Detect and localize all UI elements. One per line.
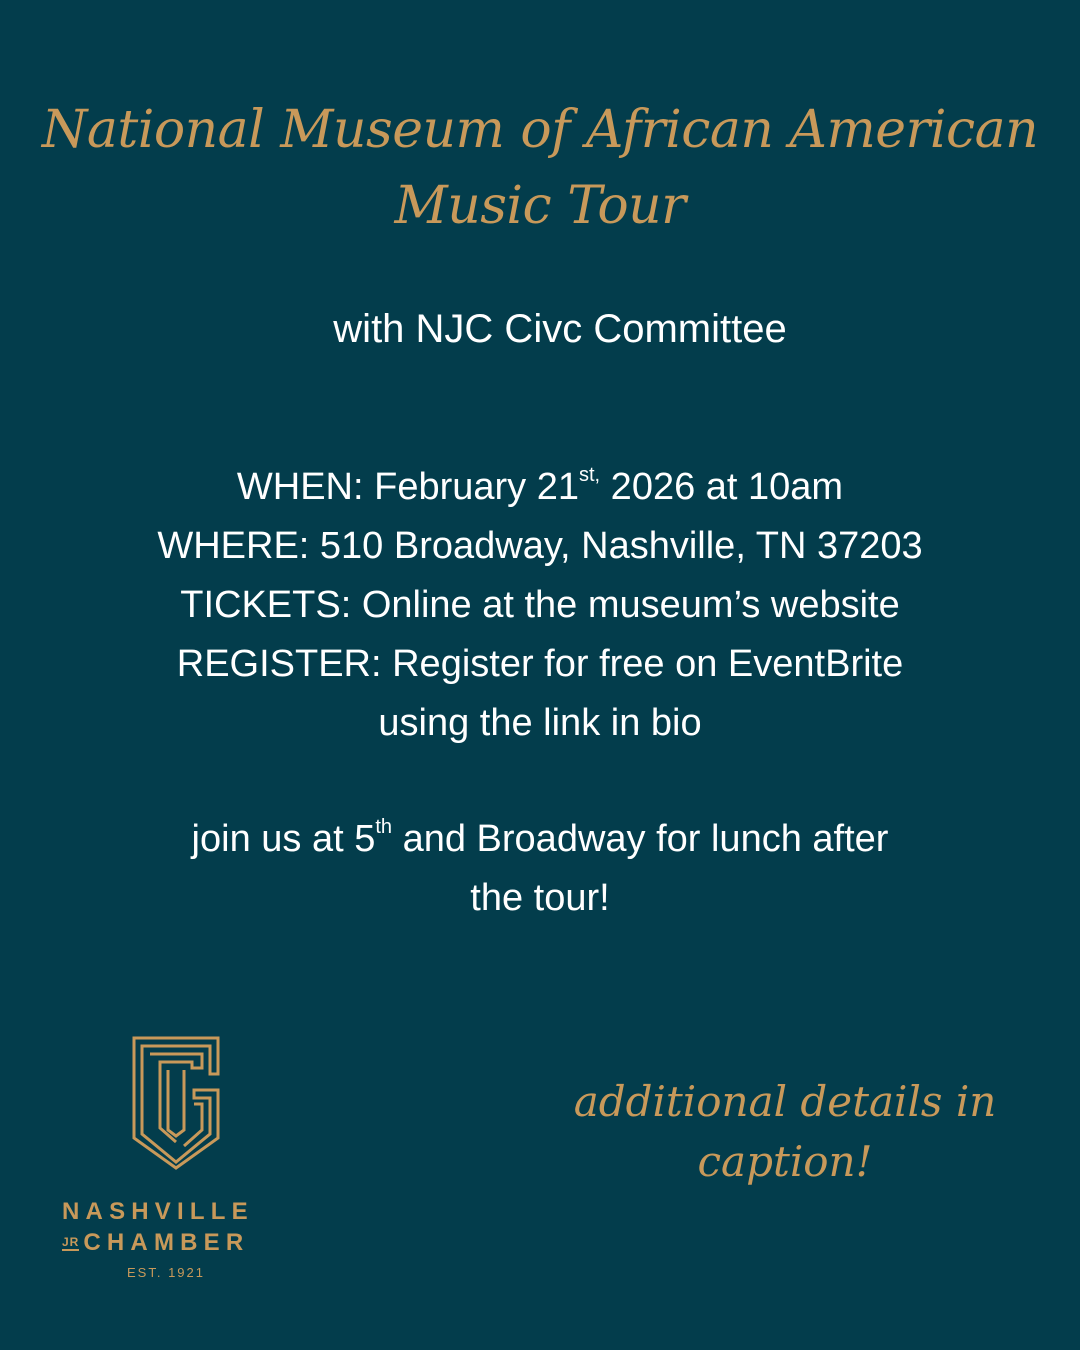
register-line: REGISTER: Register for free on EventBrite: [176, 643, 904, 685]
logo-name-line2: CHAMBER: [83, 1229, 250, 1256]
logo-jr: JR: [62, 1235, 80, 1249]
chamber-logo-icon: [128, 1034, 224, 1170]
where-line: WHERE: 510 Broadway, Nashville, TN 37203: [157, 525, 923, 567]
when-line: [0, 458, 1080, 517]
register-line-2: using the link in bio: [378, 702, 702, 744]
tickets-line: TICKETS: Online at the museum’s website: [180, 584, 900, 626]
when-time: 2026 at 10am: [600, 466, 844, 508]
event-title: National Museum of African American Music Tour: [41, 100, 1039, 236]
logo-name-line1: NASHVILLE: [62, 1198, 254, 1225]
event-subtitle: with NJC Civc Committee: [333, 307, 787, 351]
lunch-text-2: and Broadway for lunch after: [392, 818, 889, 860]
lunch-text: join us at 5: [191, 818, 376, 860]
lunch-note: [0, 810, 1080, 928]
chamber-logo-text: [62, 1198, 278, 1259]
caption-note: additional details in caption!: [573, 1077, 997, 1186]
lunch-line-2: the tour!: [470, 877, 610, 919]
logo-established: EST. 1921: [127, 1265, 205, 1280]
logo-name-line2-wrap: [62, 1226, 278, 1259]
when-text: WHEN: February 21: [236, 466, 579, 508]
lunch-line-1: [0, 810, 1080, 869]
when-ordinal: st,: [579, 464, 601, 487]
lunch-ordinal: th: [375, 816, 393, 839]
event-details: [0, 458, 1080, 753]
